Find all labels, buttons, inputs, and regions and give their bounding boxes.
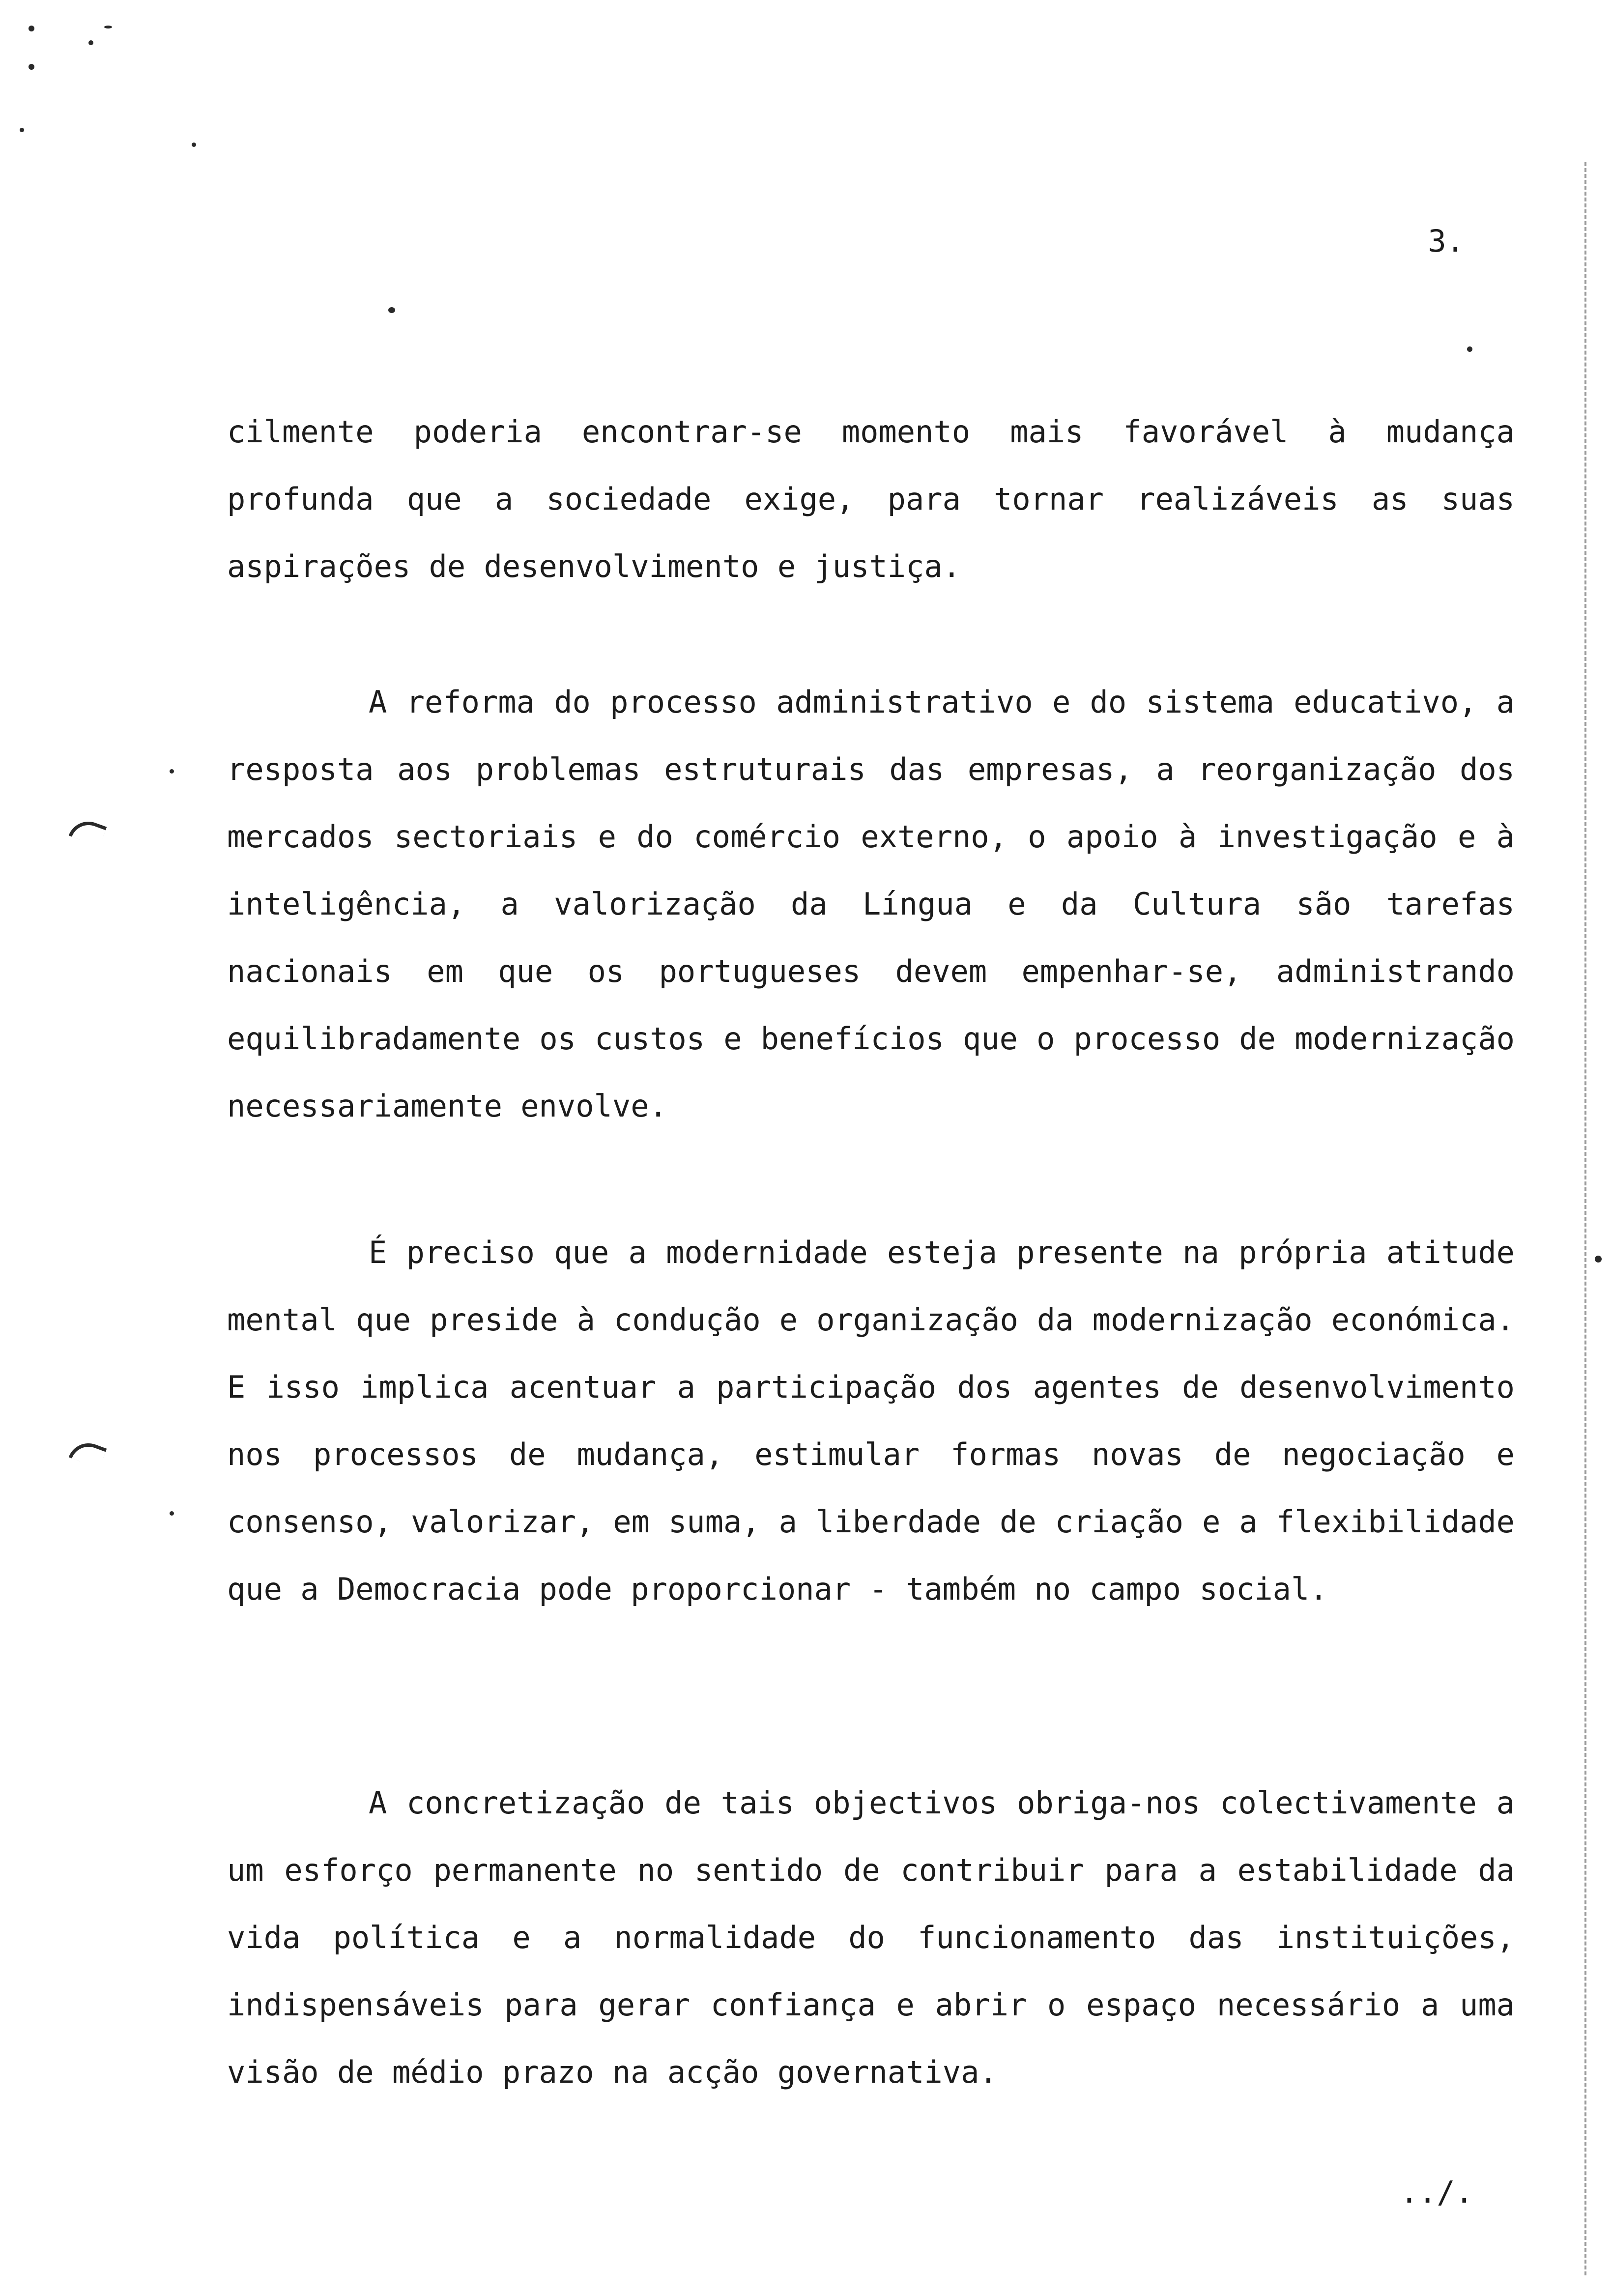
paragraph-text: A reforma do processo administrativo e do sistema educativo, a resposta aos problemas estruturais das empresas, a reorganização dos mercados sectoriais e do comércio externo, o apoio à investigação e à inteligência, a valorização da Língua e da Cultura são tarefas nacionais em que os portugueses devem empenhar-se, administrando equilibradamente os custos e benefícios que o processo de modernização necessariamente envolve. <box>227 684 1515 1124</box>
paragraph-1 <box>227 398 1515 600</box>
scan-speck <box>104 26 112 29</box>
scan-speck <box>170 1511 174 1516</box>
paragraph-2 <box>227 668 1515 1140</box>
paragraph-3 <box>227 1219 1515 1623</box>
paragraph-text: cilmente poderia encontrar-se momento mais favorável à mudança profunda que a sociedade exige, para tornar realizáveis as suas aspirações de desenvolvimento e justiça. <box>227 414 1515 584</box>
paragraph-4 <box>227 1769 1515 2106</box>
scan-speck <box>29 26 34 31</box>
scan-speck <box>388 307 395 313</box>
scan-edge-mark <box>69 816 107 847</box>
paragraph-text: É preciso que a modernidade esteja presente na própria atitude mental que preside à condução e organização da modernização económica. E isso implica acentuar a participação dos agentes de desenvolvimento nos processos de mudança, estimular formas novas de negociação e consenso, valorizar, em suma, a liberdade de criação e a flexibilidade que a Democracia pode proporcionar - também no campo social. <box>227 1234 1515 1607</box>
continuation-mark: ../. <box>1400 2174 1473 2210</box>
scan-speck <box>29 64 34 70</box>
scan-speck <box>20 128 24 132</box>
scan-speck <box>1595 1256 1602 1263</box>
scan-speck <box>192 143 196 147</box>
scan-speck <box>88 40 93 45</box>
scan-edge-line <box>1584 162 1586 2275</box>
scan-edge-mark <box>69 1437 107 1468</box>
scan-speck <box>1467 346 1472 352</box>
page-number: 3. <box>1428 223 1465 259</box>
paragraph-text: A concretização de tais objectivos obriga-nos colectivamente a um esforço permanente no sentido de contribuir para a estabilidade da vida política e a normalidade do funcionamento das instituições, indispensáveis para gerar confiança e abrir o espaço necessário a uma visão de médio prazo na acção governativa. <box>227 1785 1515 2090</box>
scan-speck <box>170 769 174 774</box>
